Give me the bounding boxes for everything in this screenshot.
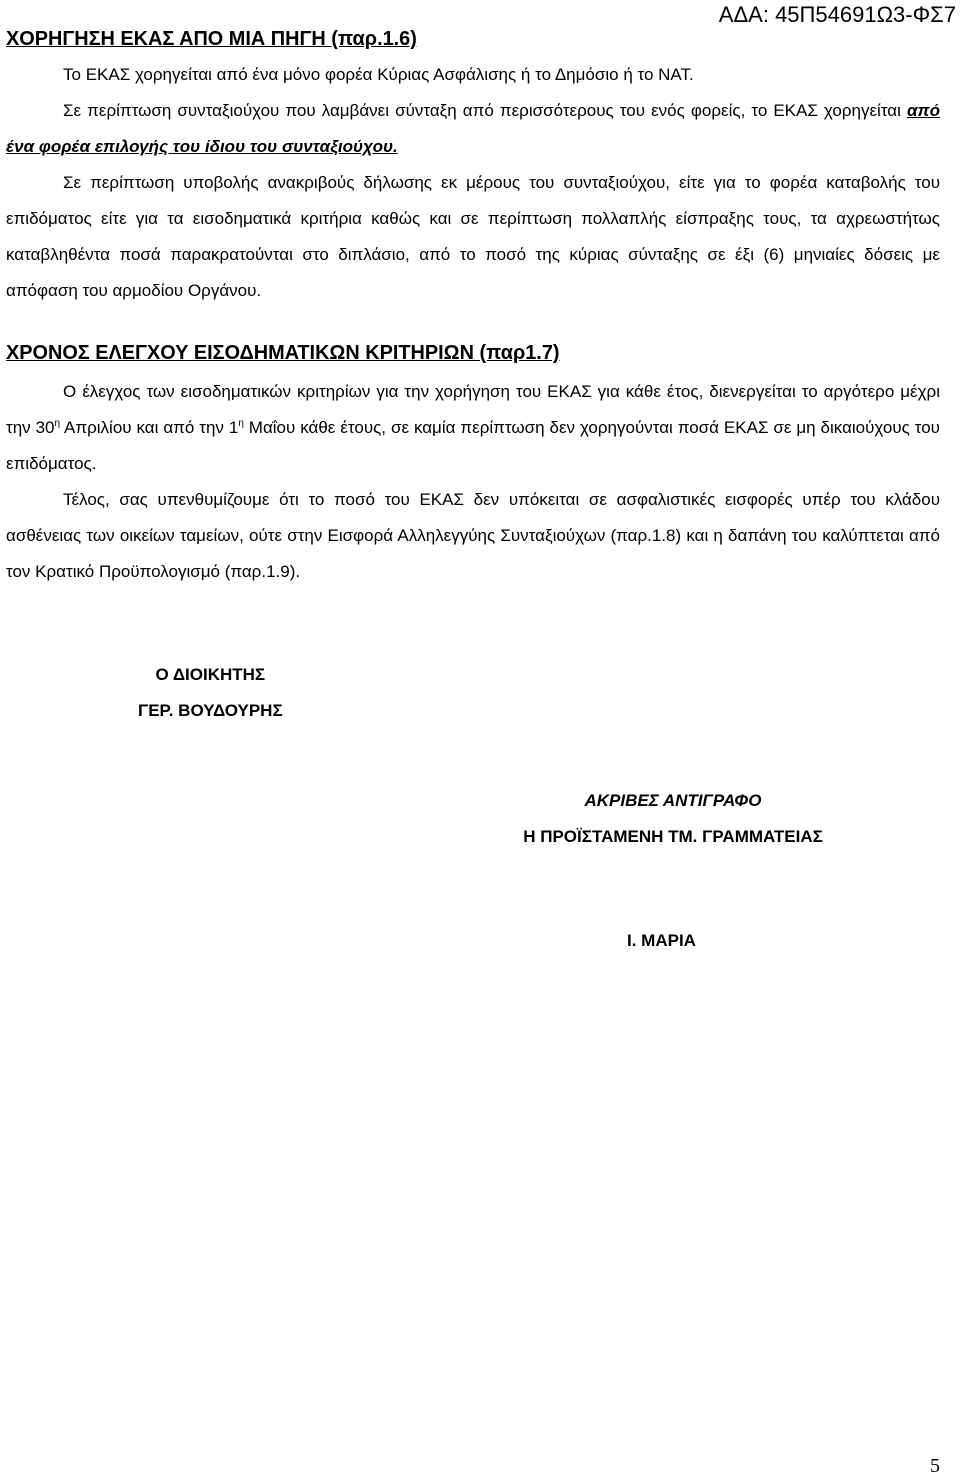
ordinal-superscript: η <box>238 418 244 429</box>
paragraph-contributions-note: Τέλος, σας υπενθυμίζουμε ότι το ποσό του ΕΚΑΣ δεν υπόκειται σε ασφαλιστικές εισφορές υπέρ του κλάδου ασθένειας των οικείων ταμείων, ούτε στην Εισφορά Αλληλεγγύης Συνταξιούχων (παρ.1.8) και η δαπάνη του καλύπτεται από τον Κρατικό Προϋπολογισμό (παρ.1.9). <box>6 490 940 581</box>
copy-certification-block <box>489 783 857 855</box>
paragraph-single-provider: Το ΕΚΑΣ χορηγείται από ένα μόνο φορέα Κύριας Ασφάλισης ή το Δημόσιο ή το ΝΑΤ. <box>63 65 694 84</box>
page-number: 5 <box>930 1455 940 1477</box>
paragraph-inaccurate-declaration: Σε περίπτωση υποβολής ανακριβούς δήλωσης εκ μέρους του συνταξιούχου, είτε για το φορέα καταβολής του επιδόματος είτε για τα εισοδηματικά κριτήρια καθώς και σε περίπτωση πολλαπλής είσπραξης τους, τα αχρεωστήτως καταβληθέντα ποσά παρακρατούνται στο διπλάσιο, από το ποσό της κύριας σύνταξης σε έξι (6) μηνιαίες δόσεις με απόφαση του αρμοδίου Οργάνου. <box>6 173 940 300</box>
ordinal-superscript: η <box>54 418 61 429</box>
signatory-title: Ο ΔΙΟΙΚΗΤΗΣ <box>155 665 266 684</box>
section-heading-income-check: ΧΡΟΝΟΣ ΕΛΕΓΧΟΥ ΕΙΣΟΔΗΜΑΤΙΚΩΝ ΚΡΙΤΗΡΙΩΝ (παρ1.7) <box>6 342 560 364</box>
true-copy-label: ΑΚΡΙΒΕΣ ΑΝΤΙΓΡΑΦΟ <box>584 791 762 810</box>
ada-code: ΑΔΑ: 45Π54691Ω3-ΦΣ7 <box>718 2 956 27</box>
secretariat-head-title: Η ΠΡΟΪΣΤΑΜΕΝΗ ΤΜ. ΓΡΑΜΜΑΤΕΙΑΣ <box>523 827 823 846</box>
paragraph-multiple-pensions <box>6 93 940 165</box>
emphasis-provider-choice: από ένα φορέα επιλογής του ίδιου του συνταξιούχου. <box>6 101 940 156</box>
check-deadline-part2: Απριλίου και από την 1 <box>60 418 239 437</box>
secretariat-head-name: Ι. ΜΑΡΙΑ <box>627 931 696 950</box>
signature-block <box>138 657 283 729</box>
signatory-name: ΓΕΡ. ΒΟΥΔΟΥΡΗΣ <box>138 701 283 720</box>
section-heading-single-source: ΧΟΡΗΓΗΣΗ ΕΚΑΣ ΑΠΟ ΜΙΑ ΠΗΓΗ (παρ.1.6) <box>6 28 417 50</box>
check-deadline-part3: Μαΐου κάθε έτους, σε καμία περίπτωση δεν χορηγούνται ποσά ΕΚΑΣ σε μη δικαιούχους του επιδόματος. <box>6 418 940 473</box>
check-deadline-part1: Ο έλεγχος των εισοδηματικών κριτηρίων για την χορήγηση του ΕΚΑΣ για κάθε έτος, διενεργείται το αργότερο μέχρι την 30 <box>6 382 940 437</box>
paragraph-check-deadline <box>6 374 940 482</box>
paragraph-multiple-pensions-text: Σε περίπτωση συνταξιούχου που λαμβάνει σύνταξη από περισσότερους του ενός φορείς, το ΕΚΑΣ χορηγείται <box>63 101 907 120</box>
document-body <box>6 27 940 590</box>
